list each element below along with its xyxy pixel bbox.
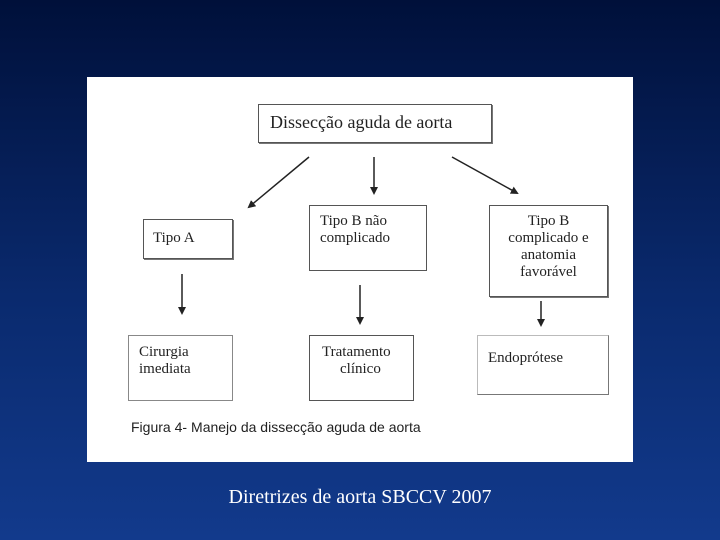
- node-root-label: Dissecção aguda de aorta: [270, 112, 453, 132]
- source-citation: Diretrizes de aorta SBCCV 2007: [228, 486, 492, 508]
- node-endoprotese-label: Endoprótese: [488, 350, 563, 366]
- node-cirurgia-line-1: Cirurgia: [139, 344, 189, 360]
- node-tipo-b-comp-line-4: favorável: [520, 264, 577, 280]
- arrow-root-to-tipo-a: [249, 157, 309, 207]
- node-root: [258, 104, 492, 143]
- flowchart-figure: [87, 77, 633, 462]
- figure-caption-label: Figura 4-: [131, 419, 188, 435]
- node-tipo-b-complicado: [489, 205, 608, 297]
- node-tipo-b-comp-line-3: anatomia: [521, 247, 576, 263]
- node-tipo-b-nao-line-2: complicado: [320, 230, 390, 246]
- figure-caption-text: Manejo da dissecção aguda de aorta: [191, 419, 421, 435]
- node-tipo-b-comp-line-2: complicado e: [508, 230, 589, 246]
- node-tratamento-clinico: [309, 335, 414, 401]
- node-cirurgia-imediata: [128, 335, 233, 401]
- node-tipo-a-label: Tipo A: [153, 230, 195, 246]
- node-tipo-a: [143, 219, 233, 259]
- node-tratamento-line-1: Tratamento: [322, 344, 391, 360]
- node-endoprotese: [477, 335, 609, 395]
- node-tratamento-line-2: clínico: [340, 361, 381, 377]
- node-tipo-b-nao-complicado: [309, 205, 427, 271]
- node-cirurgia-line-2: imediata: [139, 361, 191, 377]
- arrow-root-to-tipo-b-comp: [452, 157, 517, 193]
- node-tipo-b-comp-line-1: Tipo B: [527, 213, 570, 229]
- figure-caption: [131, 419, 611, 435]
- node-tipo-b-nao-line-1: Tipo B não: [320, 213, 387, 229]
